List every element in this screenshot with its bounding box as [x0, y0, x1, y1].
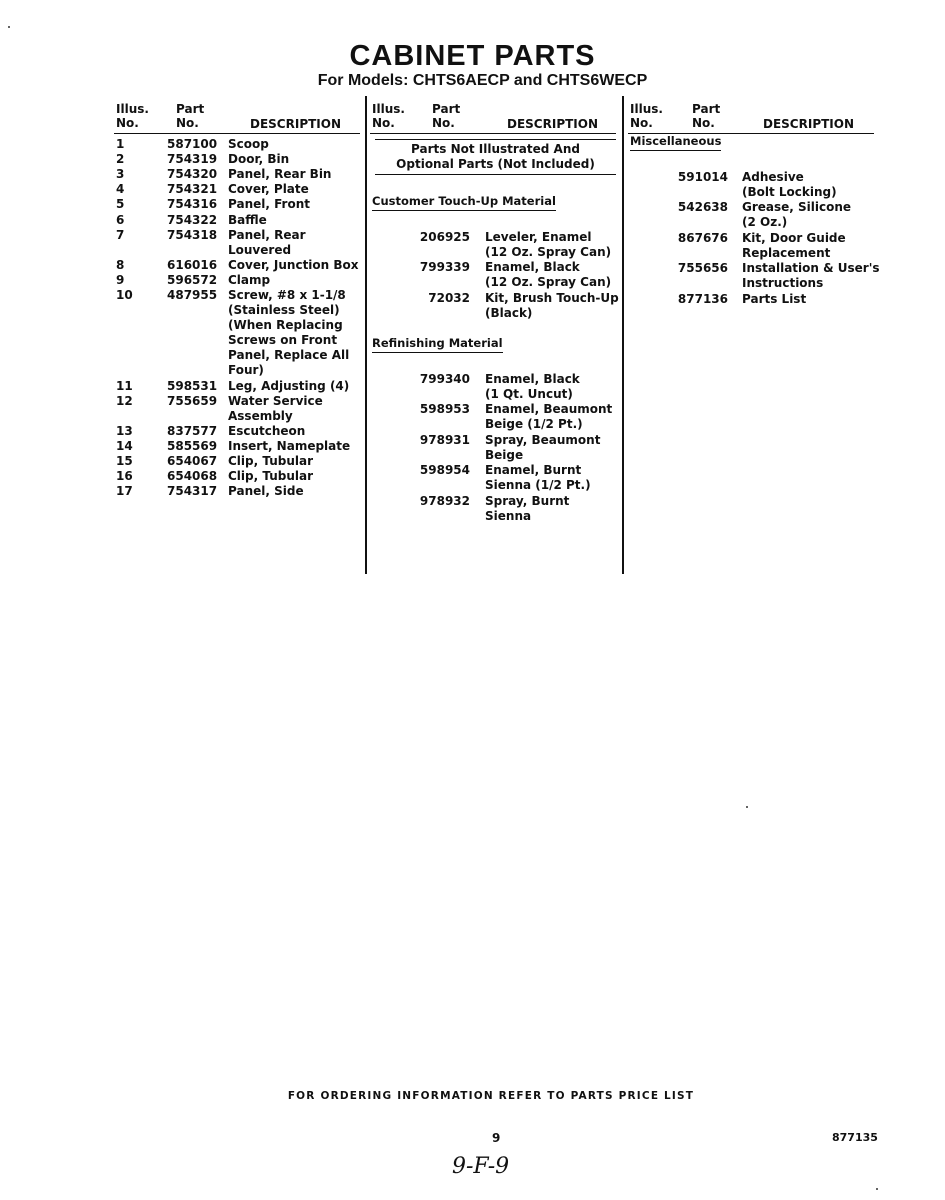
column-divider-2	[622, 96, 624, 574]
col1-part-header: Part No.	[176, 102, 205, 130]
handwritten-annotation: 9-F-9	[452, 1154, 510, 1179]
page-subtitle: For Models: CHTS6AECP and CHTS6WECP	[317, 72, 648, 89]
part-number: 754321	[167, 182, 218, 197]
col1-desc-header: DESCRIPTION	[250, 117, 342, 131]
part-number: 616016	[167, 257, 218, 272]
illus-number: 8	[116, 257, 125, 272]
part-description: Leg, Adjusting (4)	[228, 378, 350, 393]
part-number: 754316	[167, 197, 218, 212]
part-number: 654067	[167, 454, 218, 469]
col3-section-misc: Miscellaneous	[630, 134, 721, 148]
part-description: Adhesive (Bolt Locking)	[742, 170, 837, 199]
part-number: 596572	[167, 272, 218, 287]
illus-number: 15	[116, 454, 133, 469]
part-number: 799339	[419, 260, 470, 275]
part-description: Kit, Door Guide Replacement	[742, 230, 846, 260]
part-description: Insert, Nameplate	[228, 439, 351, 453]
part-number: 754317	[167, 484, 218, 499]
scan-speck	[876, 1188, 878, 1190]
part-description: Screw, #8 x 1-1/8 (Stainless Steel) (When Replacing Screws on Front Panel, Replace All Four)	[228, 288, 350, 377]
illus-number: 17	[116, 484, 133, 499]
col2-note-rule-top	[375, 139, 616, 140]
illus-number: 1	[116, 137, 125, 151]
part-description: Parts List	[742, 291, 807, 306]
part-number: 867676	[677, 230, 728, 245]
part-description: Kit, Brush Touch-Up (Black)	[485, 290, 619, 320]
part-description: Panel, Rear Louvered	[228, 227, 306, 257]
part-description: Escutcheon	[228, 423, 306, 438]
page-number: 9	[492, 1131, 501, 1145]
illus-number: 12	[116, 393, 133, 408]
part-number: 799340	[419, 372, 470, 386]
part-number: 206925	[419, 230, 470, 244]
part-number: 585569	[167, 439, 218, 453]
part-number: 591014	[677, 170, 728, 184]
part-description: Enamel, Beaumont Beige (1/2 Pt.)	[485, 402, 613, 432]
part-description: Grease, Silicone (2 Oz.)	[742, 200, 852, 230]
part-description: Cover, Plate	[228, 182, 309, 197]
part-number: 598953	[419, 402, 470, 417]
part-number: 654068	[167, 469, 218, 484]
part-description: Panel, Front	[228, 197, 310, 212]
ordering-note: FOR ORDERING INFORMATION REFER TO PARTS PRICE LIST	[287, 1090, 695, 1102]
illus-number: 16	[116, 469, 133, 484]
part-description: Clip, Tubular	[228, 469, 314, 484]
part-description: Panel, Rear Bin	[228, 167, 332, 182]
col2-header-rule	[370, 133, 616, 134]
col2-section-refinishing: Refinishing Material	[372, 336, 503, 350]
col2-section-touchup: Customer Touch-Up Material	[372, 194, 556, 208]
part-number: 598531	[167, 378, 218, 393]
illus-number: 5	[116, 197, 125, 212]
illus-number: 4	[116, 182, 125, 197]
col3-illus-header: Illus. No.	[630, 102, 663, 130]
column-divider-1	[365, 96, 367, 574]
illus-number: 10	[116, 288, 133, 302]
illus-number: 13	[116, 423, 133, 438]
illus-number: 6	[116, 212, 125, 227]
col2-note: Parts Not Illustrated And Optional Parts (Not Included)	[396, 142, 595, 171]
part-number: 755659	[167, 393, 218, 408]
part-number: 598954	[419, 463, 470, 478]
col3-desc-header: DESCRIPTION	[763, 117, 855, 131]
page-title: CABINET PARTS	[349, 40, 596, 72]
part-number: 837577	[167, 423, 218, 438]
illus-number: 2	[116, 152, 125, 167]
document-number: 877135	[832, 1131, 878, 1144]
col3-part-header: Part No.	[692, 102, 721, 130]
col2-desc-header: DESCRIPTION	[507, 117, 599, 131]
part-description: Panel, Side	[228, 484, 304, 499]
part-description: Installation & User's Instructions	[742, 261, 880, 291]
part-number: 877136	[677, 291, 728, 306]
part-description: Cover, Junction Box	[228, 257, 359, 272]
part-number: 754322	[167, 212, 218, 227]
illus-number: 11	[116, 378, 133, 393]
part-description: Spray, Beaumont Beige	[485, 432, 601, 462]
part-description: Water Service Assembly	[228, 393, 323, 423]
col2-illus-header: Illus. No.	[372, 102, 405, 130]
part-number: 754320	[167, 167, 218, 182]
part-description: Enamel, Black (1 Qt. Uncut)	[485, 372, 580, 401]
part-description: Spray, Burnt Sienna	[485, 493, 570, 523]
part-description: Leveler, Enamel (12 Oz. Spray Can)	[485, 230, 612, 259]
illus-number: 14	[116, 439, 133, 453]
col2-part-header: Part No.	[432, 102, 461, 130]
part-number: 754318	[167, 227, 218, 242]
col1-header-rule	[114, 133, 360, 134]
col1-illus-header: Illus. No.	[116, 102, 149, 130]
part-description: Baffle	[228, 212, 267, 227]
part-description: Enamel, Black (12 Oz. Spray Can)	[485, 260, 612, 290]
part-number: 978932	[419, 493, 470, 508]
part-number: 542638	[677, 200, 728, 215]
part-number: 755656	[677, 261, 728, 276]
scan-speck	[8, 26, 10, 28]
part-number: 487955	[167, 288, 218, 302]
scan-speck	[746, 806, 748, 808]
illus-number: 7	[116, 227, 125, 242]
illus-number: 3	[116, 167, 125, 182]
part-number: 72032	[428, 290, 470, 305]
illus-number: 9	[116, 272, 125, 287]
part-description: Scoop	[228, 137, 269, 151]
part-number: 754319	[167, 152, 218, 167]
part-description: Clip, Tubular	[228, 454, 314, 469]
part-number: 978931	[419, 432, 470, 447]
part-description: Enamel, Burnt Sienna (1/2 Pt.)	[485, 463, 591, 493]
col2-note-rule-bottom	[375, 174, 616, 175]
part-number: 587100	[167, 137, 218, 151]
part-description: Door, Bin	[228, 152, 290, 167]
part-description: Clamp	[228, 272, 271, 287]
